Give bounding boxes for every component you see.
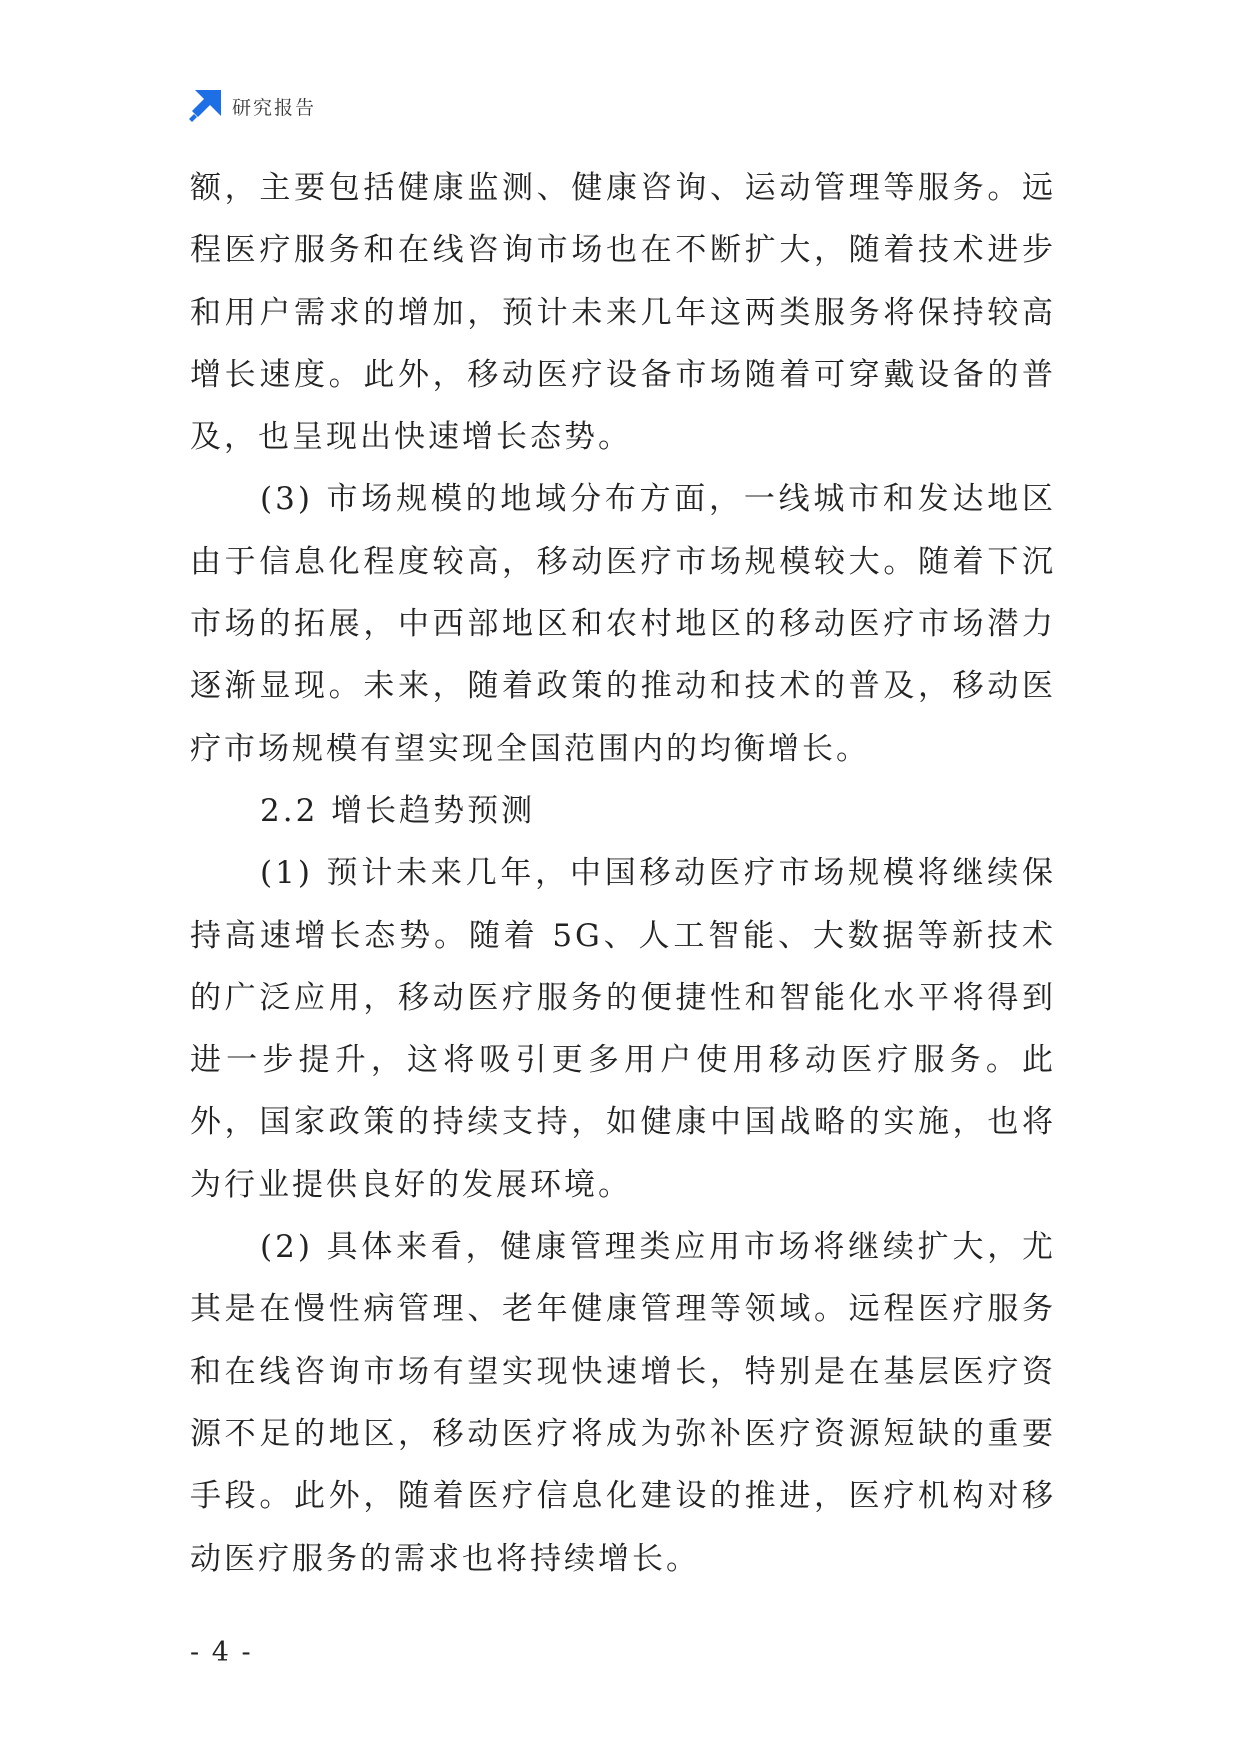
paragraph-regional-distribution: (3) 市场规模的地域分布方面，一线城市和发达地区由于信息化程度较高，移动医疗市场规模较大。随着下沉市场的拓展，中西部地区和农村地区的移动医疗市场潜力逐渐显现。未来，随着政策的推动和技术的普及，移动医疗市场规模有望实现全国范围内的均衡增长。 [190,481,1056,767]
arrow-up-right-icon [188,89,222,123]
paragraph-growth-forecast: (1) 预计未来几年，中国移动医疗市场规模将继续保持高速增长态势。随着 5G、人工智能、大数据等新技术的广泛应用，移动医疗服务的便捷性和智能化水平将得到进一步提升，这将吸引更多用户使用移动医疗服务。此外，国家政策的持续支持，如健康中国战略的实施，也将为行业提供良好的发展环境。 [190,855,1056,1203]
page-number: - 4 - [190,1637,253,1668]
page-header [188,88,316,124]
header-title: 研究报告 [232,96,317,119]
paragraph-specific-outlook: (2) 具体来看，健康管理类应用市场将继续扩大，尤其是在慢性病管理、老年健康管理等领域。远程医疗服务和在线咨询市场有望实现快速增长，特别是在基层医疗资源不足的地区，移动医疗将成为弥补医疗资源短缺的重要手段。此外，随着医疗信息化建设的推进，医疗机构对移动医疗服务的需求也将持续增长。 [190,1229,1056,1577]
document-body [190,157,1056,1590]
section-heading: 2.2 增长趋势预测 [260,792,536,829]
paragraph-continued: 额，主要包括健康监测、健康咨询、运动管理等服务。远程医疗服务和在线咨询市场也在不断扩大，随着技术进步和用户需求的增加，预计未来几年这两类服务将保持较高增长速度。此外，移动医疗设备市场随着可穿戴设备的普及，也呈现出快速增长态势。 [190,170,1056,456]
